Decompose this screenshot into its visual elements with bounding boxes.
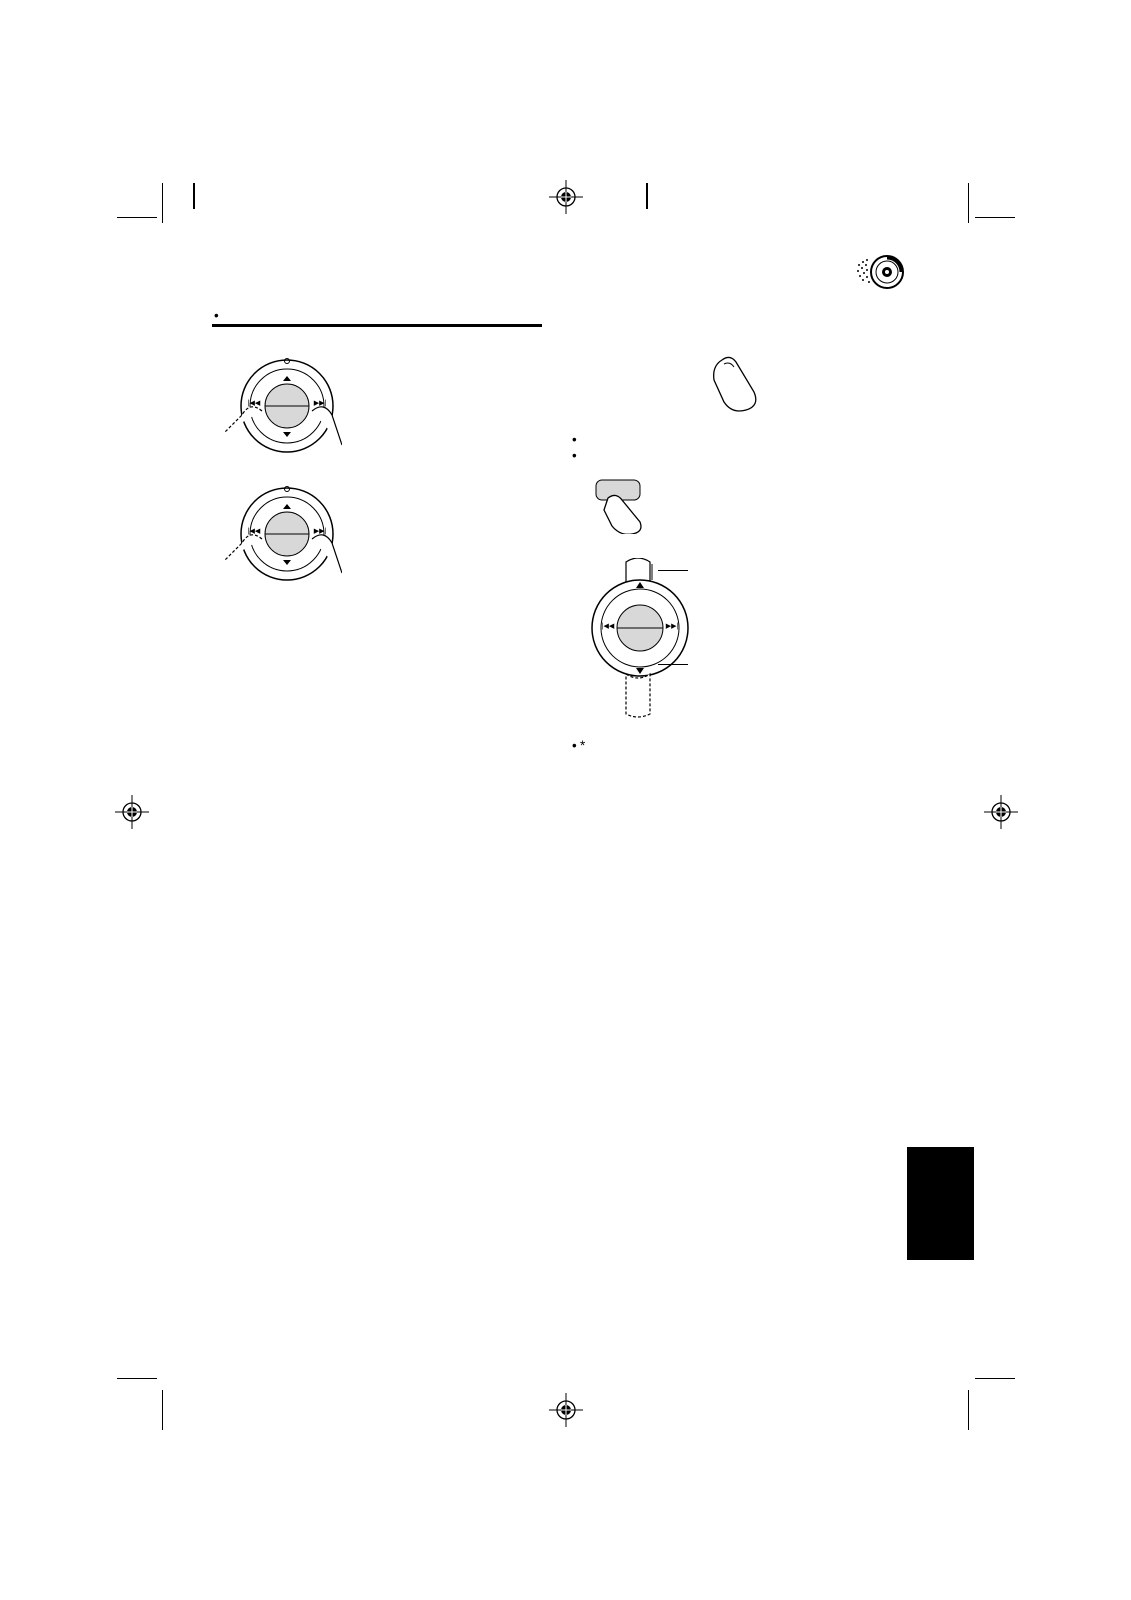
chapter-title: [212, 324, 542, 327]
svg-text:|◀◀: |◀◀: [247, 400, 261, 407]
svg-text:▶▶|: ▶▶|: [665, 623, 679, 631]
mode-block: [570, 476, 906, 538]
registration-mark-right: [984, 795, 1018, 829]
svg-text:|◀◀: |◀◀: [601, 623, 615, 631]
svg-text:|◀◀: |◀◀: [247, 528, 261, 535]
registration-mark-left: [115, 795, 149, 829]
left-column: [212, 306, 542, 658]
color-bar: [646, 183, 648, 209]
fast-search-block: [212, 341, 542, 465]
control-dial-icon: [212, 477, 342, 587]
skip-block: [212, 473, 542, 655]
callout-line: [658, 570, 688, 571]
registration-mark-top: [549, 180, 583, 214]
track-select-bullet: [570, 432, 906, 448]
track-select-bullet: [570, 448, 906, 464]
control-dial-icon: [580, 558, 700, 728]
callout-line: [658, 664, 688, 665]
control-dial-icon: [212, 349, 342, 459]
plus-minus-illustration: [570, 558, 906, 738]
number-buttons-illustration: [570, 324, 906, 426]
number-buttons-top-labels: [590, 324, 880, 334]
grayscale-bar: [193, 183, 195, 209]
cd-disc-icon: [855, 255, 905, 289]
right-column: [570, 306, 906, 738]
language-tab: [907, 1147, 974, 1260]
mode-button-icon: [594, 476, 664, 534]
svg-text:▶▶|: ▶▶|: [313, 528, 327, 535]
finger-icon: [708, 352, 768, 414]
registration-mark-bottom: [549, 1393, 583, 1427]
chapter-rule: [212, 324, 542, 327]
svg-text:▶▶|: ▶▶|: [313, 400, 327, 407]
